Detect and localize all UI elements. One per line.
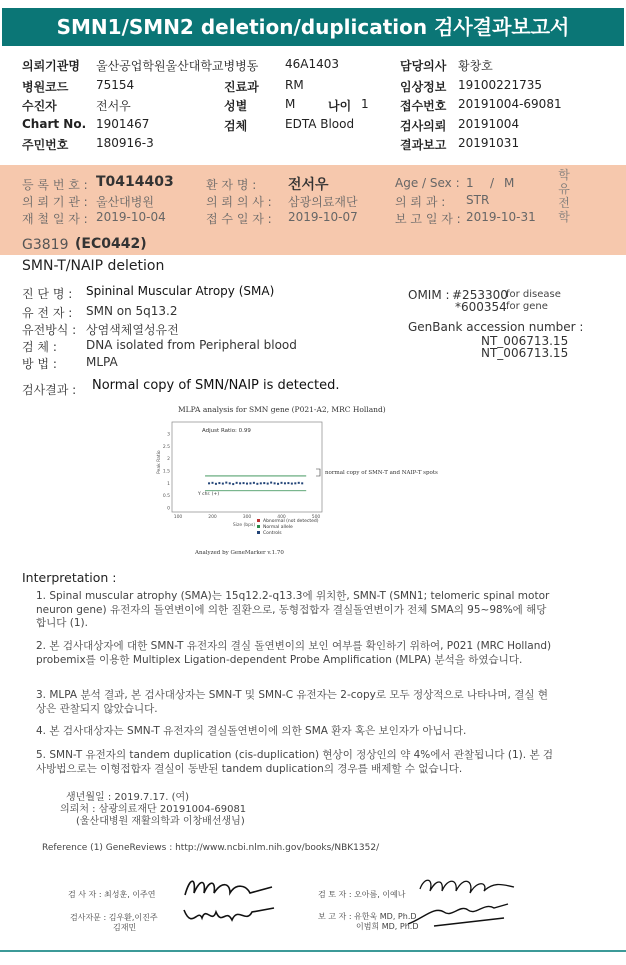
chart-frame — [172, 422, 322, 512]
vertical-char-2: 유 — [558, 182, 570, 196]
header-label-specimen: 검체 — [224, 119, 248, 133]
x-tick-label: 500 — [311, 515, 321, 520]
data-point — [243, 482, 245, 484]
method-value: MLPA — [86, 355, 118, 369]
data-point — [263, 482, 265, 484]
y-tick-label: 0.5 — [162, 494, 170, 500]
header-label-hospital-code: 병원코드 — [22, 80, 69, 94]
header-label-clinical-info: 임상정보 — [400, 80, 447, 94]
legend-normal: Normal allele — [263, 525, 293, 530]
header-label-dept: 진료과 — [224, 80, 259, 94]
header-value-clinical-info: 19100221735 — [458, 78, 542, 92]
band-value-sex: M — [504, 176, 515, 190]
genbank-1: NT_006713.15 — [481, 334, 569, 348]
data-point — [208, 482, 210, 484]
result-value: Normal copy of SMN/NAIP is detected. — [92, 378, 340, 393]
header-value-doctor: 황창호 — [458, 59, 493, 73]
omim-disease-note: for disease — [506, 289, 561, 300]
referrer: 의뢰처 : 삼광의료재단 20191004-69081 — [60, 804, 247, 815]
vertical-char-1: 학 — [558, 168, 570, 182]
header-value-dept: RM — [285, 78, 304, 92]
data-point — [260, 482, 262, 484]
gene-label: 유 전 자 : — [22, 306, 73, 320]
interpretation-p4: 4. 본 검사대상자는 SMN-T 유전자의 결실돌연변이에 의한 SMA 환자 혹은 보인자가 아닙니다. — [36, 725, 467, 737]
y-tick-label: 2.5 — [162, 444, 170, 450]
data-point — [270, 482, 272, 484]
data-point — [256, 483, 258, 485]
header-label-age: 나이 — [328, 99, 352, 113]
data-point — [215, 483, 217, 485]
omim-gene-note: for gene — [506, 301, 548, 312]
test-code-2: (EC0442) — [75, 236, 147, 252]
method-label: 방 법 : — [22, 357, 57, 371]
data-point — [274, 482, 276, 484]
specimen-label: 검 체 : — [22, 340, 57, 354]
data-point — [291, 483, 293, 485]
y-tick-label: 1 — [167, 481, 170, 487]
chart-ylabel: Peak Ratio — [157, 450, 162, 474]
data-point — [249, 482, 251, 484]
referrer-detail: (울산대병원 재활의학과 이창배선생님) — [76, 816, 245, 827]
data-point — [229, 482, 231, 484]
header-label-chart-no: Chart No. — [22, 117, 87, 131]
genbank-2: NT_006713.15 — [481, 346, 569, 360]
reporter-label-2: 이범희 MD, Ph.D — [356, 922, 419, 931]
band-value-requester: 삼광의료재단 — [288, 195, 358, 209]
header-label-request-date: 검사의뢰 — [400, 119, 447, 133]
omim-label: OMIM : — [408, 288, 450, 302]
band-value-age: 1 — [466, 176, 474, 190]
reporter-signature — [404, 898, 514, 932]
band-label-reissue: 재 철 일 자 : — [22, 212, 88, 226]
band-value-dept: STR — [466, 193, 490, 207]
data-point — [301, 482, 303, 484]
header-value-report-date: 20191031 — [458, 136, 520, 150]
data-point — [294, 482, 296, 484]
interpretation-p1: 1. Spinal muscular atrophy (SMA)는 15q12.2-q13.3에 위치한, SMN-T (SMN1; telomeric spinal motor neuron gene) 유전자의 돌연변이에 의한 질환으로, 동형접합자 결실돌연변이가 전체 SMA의 95~98%에 해당합니다 (1). — [36, 590, 550, 629]
vertical-char-3: 전 — [558, 196, 570, 210]
header-value-patient: 전서우 — [96, 99, 131, 113]
band-value-receipt: 2019-10-07 — [288, 210, 358, 224]
band-label-receipt: 접 수 일 자 : — [206, 212, 272, 226]
inherit-label: 유전방식 : — [22, 323, 77, 337]
header-value-resident-no: 180916-3 — [96, 136, 154, 150]
legend-abnormal: Abnormal (not detected) — [263, 519, 319, 524]
omim-gene: *600354 — [455, 300, 507, 314]
band-value-patient: 전서우 — [288, 177, 329, 193]
data-point — [277, 483, 279, 485]
band-value-report: 2019-10-31 — [466, 210, 536, 224]
birth-date: 생년월일 : 2019.7.17. (여) — [66, 792, 190, 803]
data-point — [246, 483, 248, 485]
header-value-chart-no: 1901467 — [96, 117, 150, 131]
y-tick-label: 1.5 — [162, 469, 170, 475]
interpretation-p3: 3. MLPA 분석 결과, 본 검사대상자는 SMN-T 및 SMN-C 유전자는 2-copy로 모두 정상적으로 나타나며, 결실 현상은 관찰되지 않았습니다. — [36, 689, 549, 715]
chart-title: MLPA analysis for SMN gene (P021-A2, MRC Holland) — [178, 405, 386, 414]
advisor-label-2: 김재민 — [113, 923, 137, 932]
data-point — [225, 482, 227, 484]
band-label-dept: 의 뢰 과 : — [395, 195, 446, 209]
interpretation-p2: 2. 본 검사대상자에 대한 SMN-T 유전자의 결실 돌연변이의 보인 여부를 확인하기 위하여, P021 (MRC Holland) probemix를 이용한 Multiplex Ligation-dependent Probe Amplification (MLPA) 분석을 하였습니다. — [36, 640, 552, 666]
band-label-reg-no: 등 록 번 호 : — [22, 178, 88, 192]
band-label-agesex: Age / Sex : — [395, 176, 460, 190]
band-label-client: 의 뢰 기 관 : — [22, 195, 88, 209]
tester-signature — [180, 873, 280, 903]
band-agesex-separator: / — [490, 176, 495, 190]
reference: Reference (1) GeneReviews : http://www.ncbi.nlm.nih.gov/books/NBK1352/ — [42, 843, 380, 853]
header-label-patient: 수진자 — [22, 99, 57, 113]
header-value-age: 1 — [361, 97, 369, 111]
test-code: G3819 — [22, 237, 69, 253]
reviewer-signature — [414, 871, 524, 901]
header-label-receipt-no: 접수번호 — [400, 99, 447, 113]
band-value-reg-no: T0414403 — [96, 174, 174, 190]
data-point — [281, 482, 283, 484]
band-label-requester: 의 뢰 의 사 : — [206, 195, 272, 209]
band-label-patient: 환 자 명 : — [206, 178, 257, 192]
data-point — [222, 483, 224, 485]
result-label: 검사결과 : — [22, 383, 77, 397]
x-tick-label: 200 — [208, 515, 217, 520]
band-value-reissue: 2019-10-04 — [96, 210, 166, 224]
legend-swatch-abnormal — [257, 519, 260, 522]
data-point — [236, 482, 238, 484]
bottom-rule — [0, 950, 626, 952]
genbank-label: GenBank accession number : — [408, 320, 584, 334]
data-point — [284, 482, 286, 484]
x-tick-label: 400 — [277, 515, 286, 520]
reporter-label: 보 고 자 : 유한욱 MD, Ph.D — [318, 912, 417, 921]
y-tick-label: 3 — [167, 432, 170, 438]
mlpa-chart — [150, 402, 490, 562]
gene-value: SMN on 5q13.2 — [86, 304, 178, 318]
header-value-specimen: EDTA Blood — [285, 117, 355, 131]
reviewer-label: 검 토 자 : 오아름, 이예나 — [318, 890, 406, 899]
tester-label: 검 사 자 : 최성훈, 이주연 — [68, 890, 156, 899]
diag-label: 진 단 명 : — [22, 287, 73, 301]
y-tick-label: 2 — [167, 457, 170, 463]
test-name: SMN-T/NAIP deletion — [22, 258, 165, 274]
header-label-sex: 성별 — [224, 99, 248, 113]
header-label-client: 의뢰기관명 — [22, 59, 80, 73]
specimen-value: DNA isolated from Peripheral blood — [86, 338, 297, 352]
header-value-client: 울산공업학원울산대학교병병동 — [96, 59, 259, 73]
chart-footer: Analyzed by GeneMarker v.1.70 — [195, 550, 284, 556]
chart-xlabel: Size (bps) — [232, 523, 256, 528]
vertical-dept-label — [557, 168, 571, 224]
band-value-client: 울산대병원 — [96, 195, 154, 209]
header-value-request-date: 20191004 — [458, 117, 520, 131]
header-value-receipt-no: 20191004-69081 — [458, 97, 562, 111]
header-value-sex: M — [285, 97, 296, 111]
diag-value: Spininal Muscular Atropy (SMA) — [86, 284, 275, 298]
interpretation-heading: Interpretation : — [22, 570, 117, 585]
advisor-signature — [180, 900, 280, 930]
band-label-report: 보 고 일 자 : — [395, 212, 461, 226]
data-point — [267, 483, 269, 485]
advisor-label: 검사자문 : 김우환,이진주 — [70, 913, 158, 922]
header-label-resident-no: 주민번호 — [22, 138, 69, 152]
data-point — [239, 482, 241, 484]
header-value-hospital-code: 75154 — [96, 78, 135, 92]
chart-adjust-ratio: Adjust Ratio: 0.99 — [202, 428, 251, 434]
header-label-doctor: 담당의사 — [400, 59, 447, 73]
header-value-ward-code: 46A1403 — [285, 57, 340, 71]
legend-swatch-controls — [257, 531, 260, 534]
legend-swatch-normal — [257, 525, 260, 528]
data-point — [218, 482, 220, 484]
vertical-char-4: 학 — [558, 210, 570, 224]
chart-y-chr-label: Y chr. (+) — [198, 492, 220, 497]
interpretation-p5: 5. SMN-T 유전자의 tandem duplication (cis-duplication) 현상이 정상인의 약 4%에서 관찰됩니다 (1). 본 검사방법으로는 이형접합자 결실이 동반된 tandem duplication의 경우를 배제할 수 없습니다. — [36, 749, 554, 775]
omim-disease: #253300 — [452, 288, 508, 302]
report-title: SMN1/SMN2 deletion/duplication 검사결과보고서 — [2, 8, 624, 46]
y-tick-label: 0 — [167, 506, 170, 512]
chart-annotation: normal copy of SMN-T and NAIP-T spots — [325, 470, 438, 476]
data-point — [298, 482, 300, 484]
x-tick-label: 300 — [242, 515, 252, 520]
legend-controls: Controls — [263, 531, 282, 536]
header-label-report-date: 결과보고 — [400, 138, 447, 152]
data-point — [253, 482, 255, 484]
data-point — [212, 482, 214, 484]
x-tick-label: 100 — [173, 515, 183, 520]
data-point — [287, 482, 289, 484]
data-point — [232, 483, 234, 485]
inherit-value: 상염색체열성유전 — [86, 323, 179, 337]
